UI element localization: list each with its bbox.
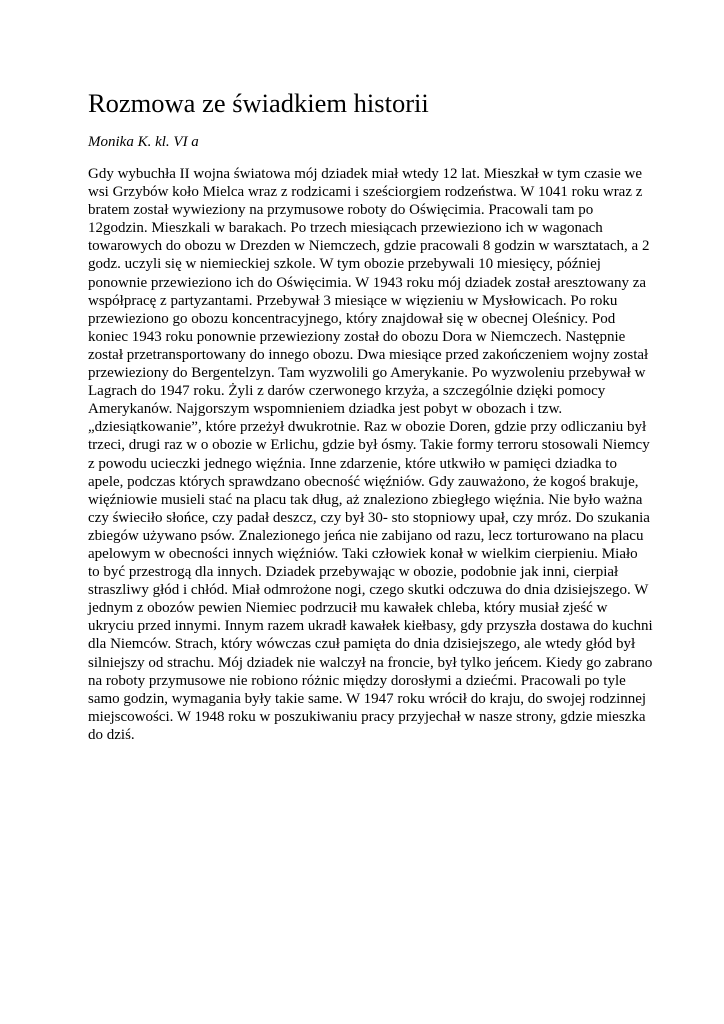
text-line: silniejszy od strachu. Mój dziadek nie walczył na froncie, był tylko jeńcem. Kiedy go zabrano [88,654,653,671]
text-line: przewieziono go obozu koncentracyjnego, który znajdował się w obecnej Oleśnicy. Pod [88,310,616,327]
text-line: apelowym w obecności innych więźniów. Taki człowiek konał w wielkim cierpieniu. Miało [88,545,638,562]
document-title: Rozmowa ze świadkiem historii [88,88,429,118]
text-line: to być przestrogą dla innych. Dziadek przebywając w obozie, podobnie jak inni, cierpiał [88,564,619,581]
text-line: ponownie przewieziono ich do Oświęcimia. W 1943 roku mój dziadek został aresztowany za [88,274,647,291]
text-line: Lagrach do 1947 roku. Żyli z darów czerwonego krzyża, a szczególnie dzięki pomocy [88,383,606,400]
text-line: współpracę z partyzantami. Przebywał 3 miesiące w więzieniu w Mysłowicach. Po roku [88,292,618,309]
text-line: Gdy wybuchła II wojna światowa mój dziadek miał wtedy 12 lat. Mieszkał w tym czasie we [88,166,643,182]
text-line: Amerykanów. Najgorszym wspomnieniem dziadka jest pobyt w obozach i tzw. [88,401,563,418]
text-line: zbiegów używano psów. Znalezionego jeńca nie zabijano od razu, lecz torturowano na placu [88,527,644,544]
text-line: godz. uczyli się w niemieckiej szkole. W tym obozie przebywali 10 miesięcy, później [88,256,601,273]
text-line: bratem został wywieziony na przymusowe roboty do Oświęcimia. Pracowali tam po [88,202,594,219]
text-line: więźniowie musieli stać na placu tak dług, aż znaleziono zbiegłego więźnia. Nie było ważna [88,491,643,508]
text-line: dla Niemców. Strach, który wówczas czuł pamięta do dnia dzisiejszego, ale wtedy głód był [88,636,636,653]
author-line: Monika K. kl. VI a [88,134,199,150]
text-line: samo godzin, wymagania były takie same. W 1947 roku wrócił do kraju, do swojej rodzinnej [88,690,647,707]
text-line: „dziesiątkowanie”, które przeżył dwukrotnie. Raz w obozie Doren, gdzie przy odliczaniu był [88,419,647,436]
text-line: straszliwy głód i chłód. Miał odmrożone nogi, czego skutki odczuwa do dnia dzisiejszego. W [88,582,649,599]
text-line: miejscowości. W 1948 roku w poszukiwaniu pracy przyjechał w nasze strony, gdzie mieszka [88,708,646,725]
text-line: jednym z obozów pewien Niemiec podrzucił mu kawałek chleba, który musiał zjeść w [88,600,608,617]
text-line: został przetransportowany do innego obozu. Dwa miesiące przed zakończeniem wojny został [88,346,649,363]
document-page [88,86,653,743]
text-line: towarowych do obozu w Drezden w Niemczech, gdzie pracowali 8 godzin w warsztatach, a 2 [88,238,650,255]
text-line: na roboty przymusowe nie robiono różnic między dorosłymi a dziećmi. Pracowali po tyle [88,672,626,689]
text-line: ukryciu przed innymi. Innym razem ukradł kawałek kiełbasy, gdy przyszła dostawa do kuchni [88,618,653,635]
text-line: apele, podczas których sprawdzano obecność więźniów. Gdy zauważono, że kogoś brakuje, [88,473,639,490]
text-line: koniec 1943 roku ponownie przewieziony został do obozu Dora w Niemczech. Następnie [88,328,626,345]
text-line: trzeci, drugi raz w o obozie w Erlichu, gdzie był ósmy. Takie formy terroru stosowali Niemcy [88,437,650,454]
text-line: z powodu ucieczki jednego więźnia. Inne zdarzenie, które utkwiło w pamięci dziadka to [88,455,617,472]
text-line: czy świeciło słońce, czy padał deszcz, czy był 30- sto stopniowy upał, czy mróz. Do szukania [88,509,650,526]
body-paragraph [88,165,653,744]
text-line: wsi Grzybów koło Mielca wraz z rodzicami i sześciorgiem rodzeństwa. W 1041 roku wraz z [88,184,643,201]
text-line: 12godzin. Mieszkali w barakach. Po trzech miesiącach przewieziono ich w wagonach [88,220,603,237]
text-line: przewieziony do Bergentelzyn. Tam wyzwolili go Amerykanie. Po wyzwoleniu przebywał w [88,365,646,382]
text-line: do dziś. [88,726,135,743]
